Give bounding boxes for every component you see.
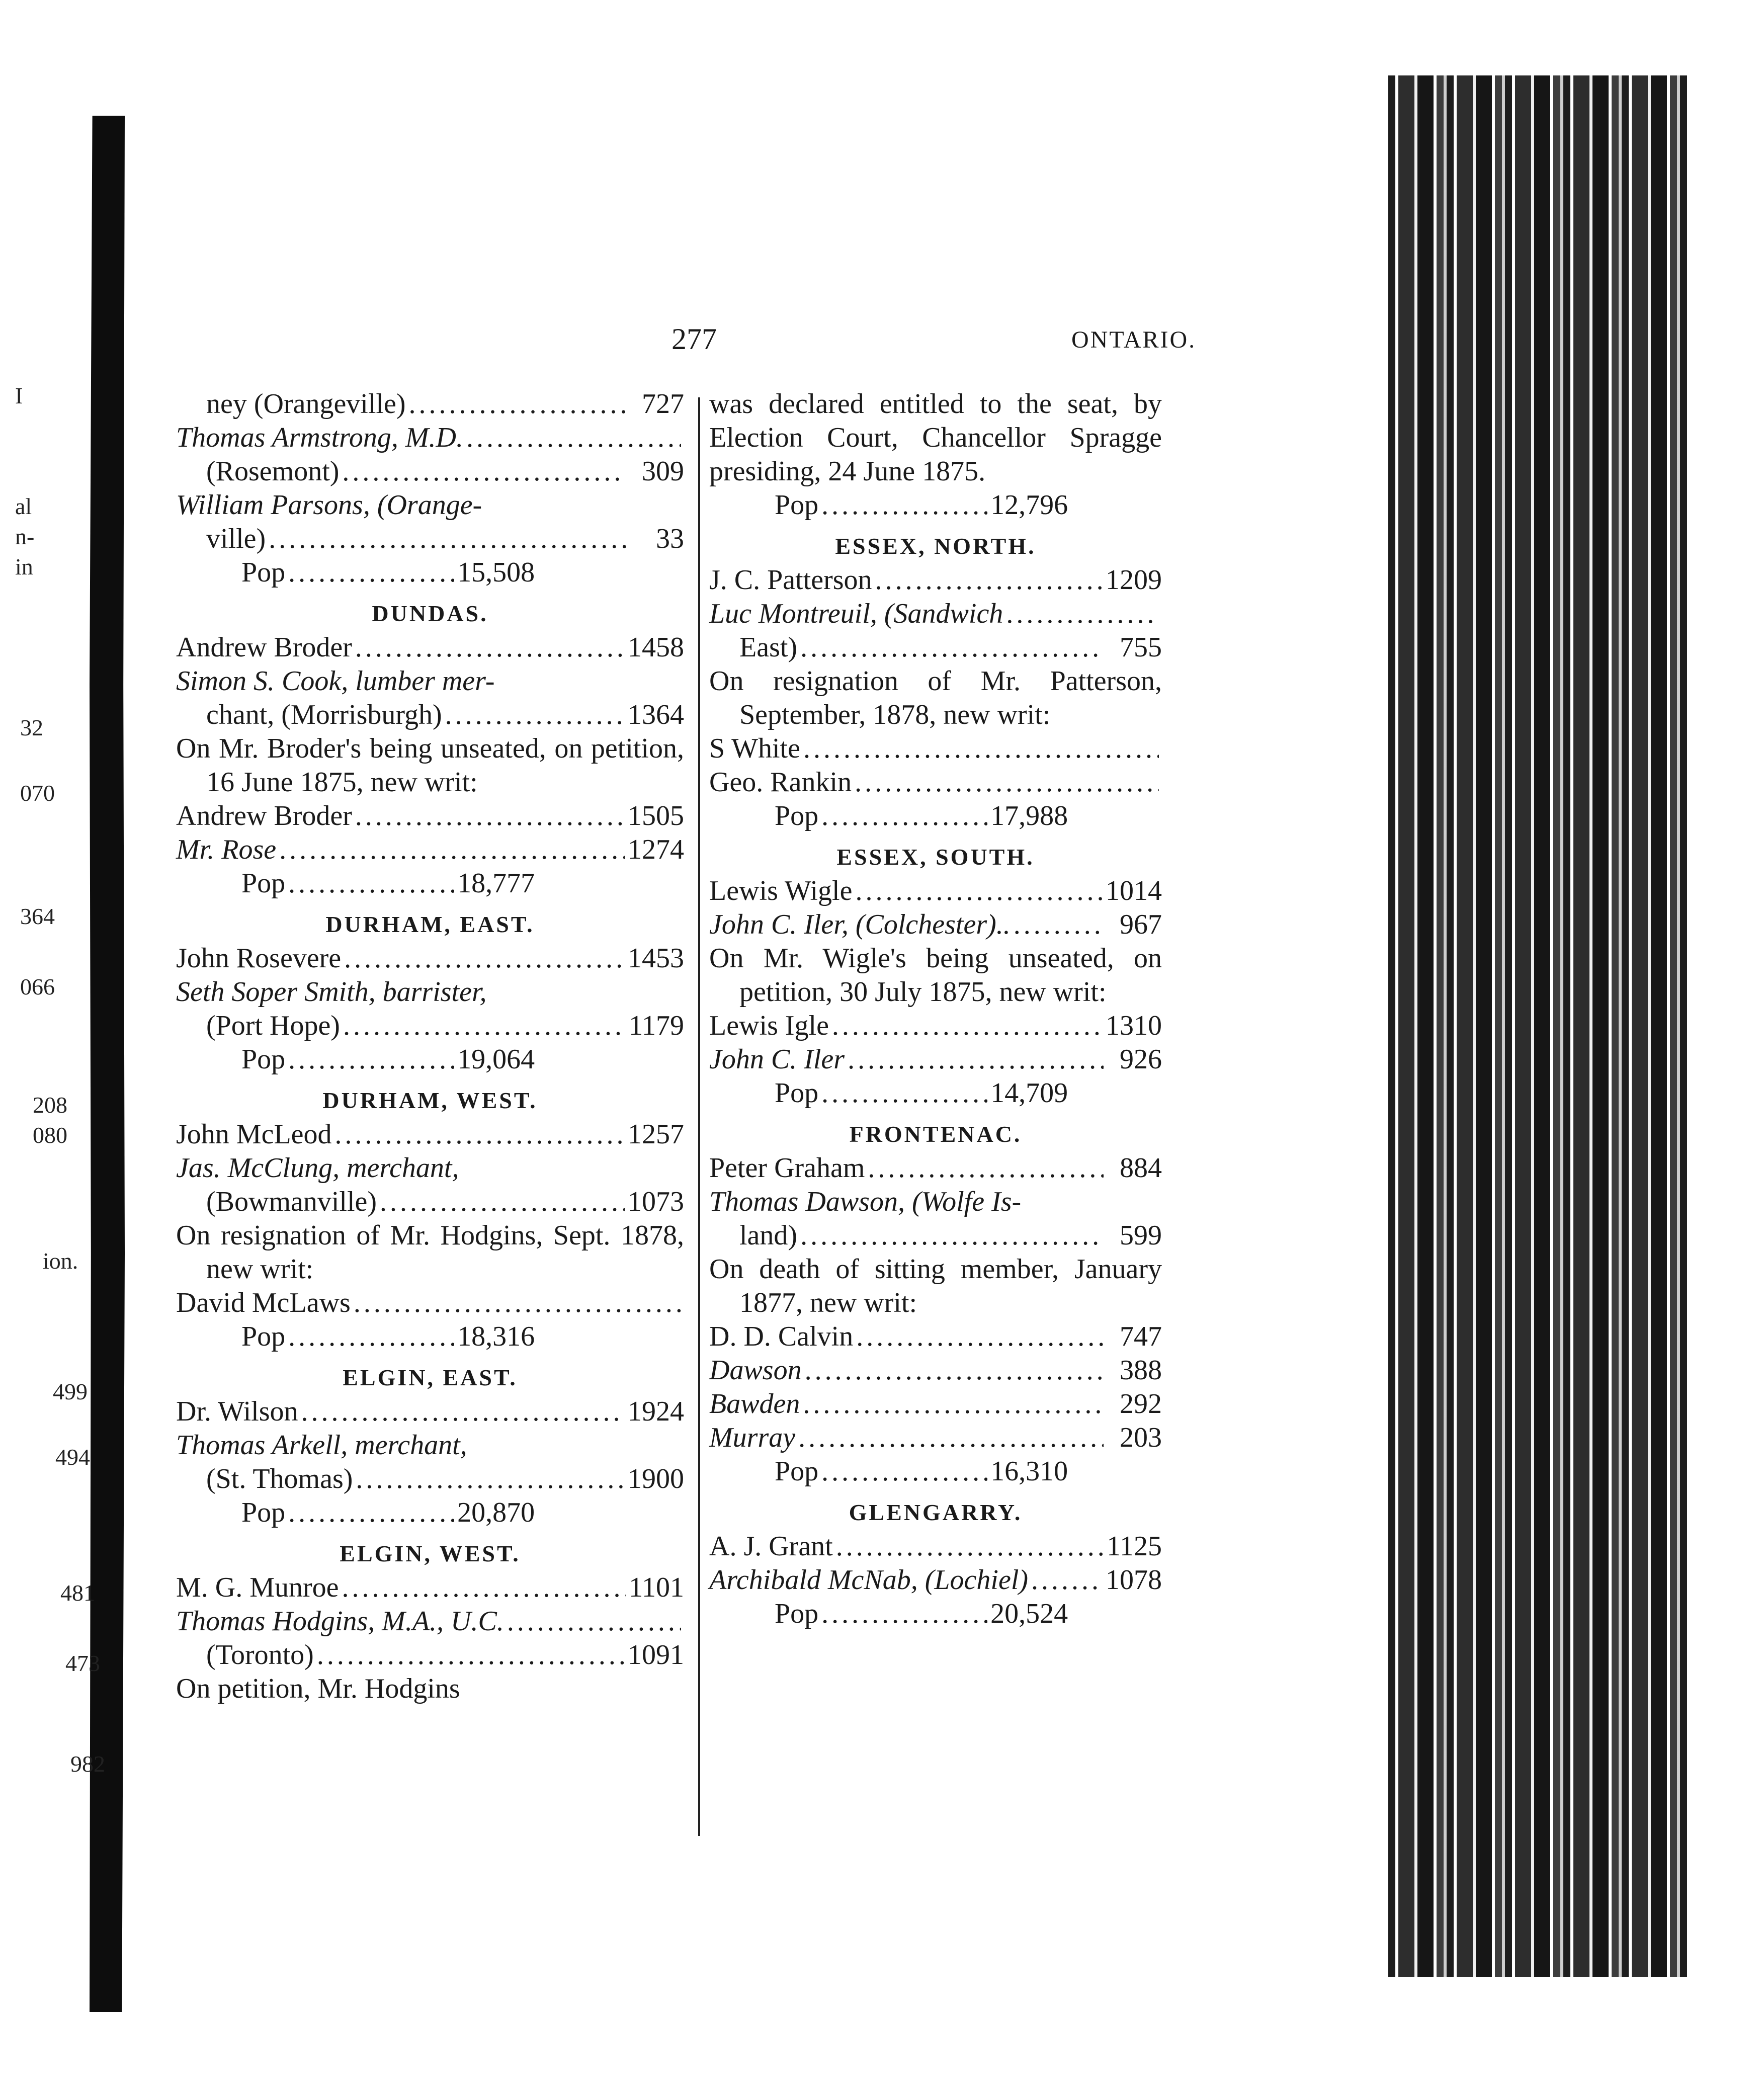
candidate-name: chant, (Morrisburgh): [206, 699, 442, 730]
constituency-heading: ELGIN, WEST.: [340, 1541, 521, 1566]
pop-label: Pop: [775, 489, 819, 521]
population-value: 19,064: [457, 1044, 535, 1075]
margin-fragment: 208: [33, 1092, 67, 1118]
leader-dots: [301, 1395, 625, 1429]
entry-row: [176, 455, 684, 488]
candidate-name: Thomas Dawson, (Wolfe Is-: [709, 1186, 1022, 1217]
margin-fragment: 982: [70, 1751, 105, 1777]
candidate-name: Lewis Wigle: [709, 875, 853, 906]
leader-dots: [868, 1151, 1104, 1185]
leader-dots: [856, 1320, 1104, 1354]
candidate-name: Thomas Hodgins, M.A., U.C.: [176, 1606, 504, 1637]
candidate-name: John C. Iler, (Colchester)..: [709, 909, 1011, 940]
leader-dots: [279, 833, 625, 867]
candidate-name: Seth Soper Smith, barrister,: [176, 976, 487, 1008]
pop-label: Pop: [775, 1456, 819, 1487]
population-value: 15,508: [457, 557, 535, 588]
leader-dots: [354, 1286, 681, 1320]
population-value: 20,870: [457, 1497, 535, 1528]
election-note: On Mr. Wigle's being unseated, on petition, 30 July 1875, new writ:: [709, 943, 1162, 1008]
pop-label: Pop: [775, 1598, 819, 1629]
population-row: [176, 1496, 684, 1530]
candidate-name: (Bowmanville): [206, 1186, 377, 1217]
vote-count: 388: [1120, 1355, 1162, 1386]
entry-row: [709, 631, 1162, 664]
leader-dots: [821, 799, 987, 833]
entry-row: [709, 1354, 1162, 1387]
margin-fragment: 494: [55, 1444, 90, 1470]
entry-row: [709, 597, 1162, 631]
vote-count: 1073: [628, 1186, 684, 1217]
margin-fragment: 070: [20, 780, 55, 806]
entry-row: [176, 1605, 684, 1638]
leader-dots: [288, 1320, 454, 1354]
vote-count: 1310: [1106, 1010, 1162, 1041]
leader-dots: [875, 563, 1103, 597]
pop-label: Pop: [775, 800, 819, 831]
population-value: 12,796: [990, 489, 1068, 521]
entry-row: [709, 732, 1162, 766]
population-row: [176, 1043, 684, 1076]
candidate-name: Andrew Broder: [176, 800, 352, 831]
population-row: [176, 1320, 684, 1354]
column-rule: [698, 397, 700, 1836]
leader-dots: [355, 631, 625, 664]
candidate-name: Dawson: [709, 1355, 802, 1386]
leader-dots: [821, 1597, 987, 1631]
entry-row: [176, 664, 684, 698]
vote-count: 747: [1120, 1321, 1162, 1352]
candidate-name: land): [739, 1220, 798, 1251]
constituency-heading: ELGIN, EAST.: [343, 1365, 518, 1390]
constituency-section: [709, 522, 1162, 833]
vote-count: 884: [1120, 1152, 1162, 1184]
leader-dots: [803, 1387, 1104, 1421]
entry-row: [176, 631, 684, 664]
election-note: On resignation of Mr. Patterson, September, 1878, new writ:: [709, 665, 1162, 730]
entry-row: [176, 698, 684, 732]
leader-dots: [445, 698, 625, 732]
leader-dots: [800, 631, 1104, 664]
leader-dots: [832, 1009, 1103, 1043]
leader-dots: [335, 1118, 625, 1151]
leader-dots: [836, 1530, 1104, 1563]
entry-row: [176, 1395, 684, 1429]
candidate-name: ney (Orangeville): [206, 388, 406, 420]
margin-fragment: 066: [20, 974, 55, 999]
vote-count: 1179: [629, 1010, 684, 1041]
vote-count: 292: [1120, 1388, 1162, 1420]
entry-row: [709, 1320, 1162, 1354]
entry-row: [176, 1151, 684, 1185]
candidate-name: Thomas Arkell, merchant,: [176, 1430, 467, 1461]
vote-count: 1014: [1106, 875, 1162, 906]
entry-row: [176, 1429, 684, 1462]
leader-dots: [855, 874, 1103, 908]
candidate-name: S White: [709, 733, 800, 764]
candidate-name: ville): [206, 523, 266, 554]
population-row: [709, 1076, 1162, 1110]
leader-dots: [1006, 597, 1159, 631]
margin-fragment: in: [15, 554, 33, 579]
leader-dots: [288, 1043, 454, 1076]
entry-row: [176, 387, 684, 421]
constituency-section: [709, 1488, 1162, 1631]
vote-count: 755: [1120, 632, 1162, 663]
candidate-name: Dr. Wilson: [176, 1396, 298, 1427]
population-row: [709, 488, 1162, 522]
constituency-heading: GLENGARRY.: [849, 1499, 1023, 1525]
entry-row: [709, 1563, 1162, 1597]
leader-dots: [803, 732, 1159, 766]
candidate-name: Peter Graham: [709, 1152, 865, 1184]
constituency-section: [709, 833, 1162, 1110]
entry-row: [176, 1571, 684, 1605]
pop-label: Pop: [241, 1044, 286, 1075]
candidate-name: J. C. Patterson: [709, 564, 872, 596]
leader-dots: [821, 1455, 987, 1488]
vote-count: 1900: [628, 1463, 684, 1494]
candidate-name: John Rosevere: [176, 943, 342, 974]
entry-row: [709, 563, 1162, 597]
entry-row: [709, 1009, 1162, 1043]
margin-fragment: 364: [20, 903, 55, 929]
candidate-name: (Port Hope): [206, 1010, 340, 1041]
entry-row: [709, 1387, 1162, 1421]
population-value: 16,310: [990, 1456, 1068, 1487]
vote-count: 1091: [628, 1639, 684, 1671]
vote-count: 1101: [629, 1572, 684, 1603]
margin-fragment: I: [15, 383, 23, 408]
entry-row: [709, 1185, 1162, 1219]
pop-label: Pop: [241, 1497, 286, 1528]
margin-fragment: 473: [65, 1650, 100, 1676]
candidate-name: Lewis Igle: [709, 1010, 829, 1041]
margin-fragment: 080: [33, 1122, 67, 1148]
constituency-section: [709, 1110, 1162, 1488]
entry-row: [709, 1219, 1162, 1253]
vote-count: 203: [1120, 1422, 1162, 1453]
entry-row: [176, 1118, 684, 1151]
candidate-name: Geo. Rankin: [709, 767, 852, 798]
election-note: On death of sitting member, January 1877, new writ:: [709, 1254, 1162, 1318]
margin-fragment: 481: [60, 1580, 95, 1606]
leader-dots: [1014, 908, 1104, 942]
leader-dots: [408, 387, 626, 421]
entry-row: [176, 1462, 684, 1496]
leader-dots: [343, 1009, 626, 1043]
margin-fragment: n-: [15, 524, 35, 549]
population-value: 17,988: [990, 800, 1068, 831]
entry-row: [176, 421, 684, 455]
vote-count: 1924: [628, 1396, 684, 1427]
leader-dots: [344, 942, 625, 975]
leader-dots: [805, 1354, 1104, 1387]
leader-dots: [821, 1076, 987, 1110]
vote-count: 967: [1120, 909, 1162, 940]
leader-dots: [288, 867, 454, 900]
leader-dots: [288, 1496, 454, 1530]
constituency-section: [176, 1354, 684, 1530]
leader-dots: [800, 1219, 1104, 1253]
leader-dots: [380, 1185, 625, 1219]
pop-label: Pop: [241, 557, 286, 588]
leader-dots: [507, 1605, 681, 1638]
vote-count: 599: [1120, 1220, 1162, 1251]
scan-edge-shadow-left: [90, 116, 125, 2012]
candidate-name: East): [739, 632, 798, 663]
candidate-name: M. G. Munroe: [176, 1572, 339, 1603]
entry-row: [709, 1151, 1162, 1185]
candidate-name: (Rosemont): [206, 456, 340, 487]
constituency-heading: ESSEX, NORTH.: [835, 533, 1036, 559]
candidate-name: Mr. Rose: [176, 834, 277, 865]
entry-row: [176, 1185, 684, 1219]
entry-row: [176, 488, 684, 522]
constituency-section: [176, 590, 684, 900]
vote-count: 1453: [628, 943, 684, 974]
entry-row: [176, 833, 684, 867]
candidate-name: John McLeod: [176, 1119, 332, 1150]
candidate-name: (St. Thomas): [206, 1463, 353, 1494]
entry-row: [176, 1286, 684, 1320]
entry-row: [709, 908, 1162, 942]
vote-count: 1505: [628, 800, 684, 831]
vote-count: 727: [642, 388, 684, 420]
population-row: [709, 1455, 1162, 1488]
left-column: [176, 387, 684, 1706]
constituency-heading: DUNDAS.: [372, 601, 488, 626]
scan-edge-bleed-right: [1388, 75, 1690, 1977]
constituency-section: [176, 1076, 684, 1354]
candidate-name: (Toronto): [206, 1639, 314, 1671]
candidate-name: D. D. Calvin: [709, 1321, 854, 1352]
leader-dots: [821, 488, 987, 522]
constituency-heading: ESSEX, SOUTH.: [836, 844, 1035, 870]
leader-dots: [356, 1462, 625, 1496]
population-value: 14,709: [990, 1077, 1068, 1109]
constituency-heading: DURHAM, WEST.: [322, 1088, 538, 1113]
candidate-name: Murray: [709, 1422, 796, 1453]
population-row: [709, 799, 1162, 833]
entry-row: [176, 1009, 684, 1043]
election-note: On resignation of Mr. Hodgins, Sept. 1878, new writ:: [176, 1220, 684, 1285]
constituency-heading: DURHAM, EAST.: [325, 911, 535, 937]
pop-label: Pop: [241, 1321, 286, 1352]
entry-row: [176, 522, 684, 556]
leader-dots: [342, 455, 626, 488]
candidate-name: A. J. Grant: [709, 1531, 833, 1562]
entry-row: [709, 766, 1162, 799]
candidate-name: Archibald McNab, (Lochiel): [709, 1564, 1029, 1596]
candidate-name: William Parsons, (Orange-: [176, 489, 482, 521]
population-value: 20,524: [990, 1598, 1068, 1629]
pop-label: Pop: [775, 1077, 819, 1109]
candidate-name: John C. Iler: [709, 1044, 845, 1075]
margin-fragment: ion.: [43, 1248, 78, 1274]
entry-row: [176, 942, 684, 975]
pop-label: Pop: [241, 868, 286, 899]
candidate-name: Bawden: [709, 1388, 800, 1420]
leader-dots: [466, 421, 681, 455]
candidate-name: Jas. McClung, merchant,: [176, 1152, 459, 1184]
leader-dots: [317, 1638, 625, 1672]
vote-count: 309: [642, 456, 684, 487]
leader-dots: [355, 799, 625, 833]
vote-count: 1274: [628, 834, 684, 865]
population-row: [176, 867, 684, 900]
leader-dots: [269, 522, 626, 556]
margin-fragment: 32: [20, 715, 43, 740]
constituency-heading: FRONTENAC.: [849, 1121, 1022, 1147]
entry-row: [176, 799, 684, 833]
constituency-section: [176, 900, 684, 1076]
constituency-section: [176, 1530, 684, 1706]
continuation-note: was declared entitled to the seat, by Election Court, Chancellor Spragge presiding, 24 June 1875.: [709, 388, 1162, 487]
vote-count: 926: [1120, 1044, 1162, 1075]
population-value: 18,777: [457, 868, 535, 899]
margin-fragment: 499: [53, 1379, 88, 1404]
leader-dots: [848, 1043, 1104, 1076]
vote-count: 33: [656, 523, 684, 554]
vote-count: 1364: [628, 699, 684, 730]
entry-row: [709, 1530, 1162, 1563]
leader-dots: [798, 1421, 1104, 1455]
page-number: 277: [671, 322, 717, 356]
vote-count: 1078: [1106, 1564, 1162, 1596]
population-row: [176, 556, 684, 590]
vote-count: 1257: [628, 1119, 684, 1150]
population-row: [709, 1597, 1162, 1631]
candidate-name: Simon S. Cook, lumber mer-: [176, 665, 495, 697]
entry-row: [709, 1421, 1162, 1455]
candidate-name: Andrew Broder: [176, 632, 352, 663]
margin-fragment: al: [15, 493, 32, 519]
entry-row: [709, 874, 1162, 908]
leader-dots: [288, 556, 454, 590]
running-head: ONTARIO.: [1071, 326, 1197, 353]
candidate-name: David McLaws: [176, 1287, 351, 1318]
leader-dots: [342, 1571, 626, 1605]
candidate-name: Luc Montreuil, (Sandwich: [709, 598, 1003, 629]
candidate-name: Thomas Armstrong, M.D.: [176, 422, 463, 453]
election-note: On petition, Mr. Hodgins: [176, 1673, 460, 1704]
entry-row: [176, 975, 684, 1009]
entry-row: [709, 1043, 1162, 1076]
right-column: [709, 387, 1162, 1631]
vote-count: 1125: [1107, 1531, 1162, 1562]
vote-count: 1458: [628, 632, 684, 663]
entry-row: [176, 1638, 684, 1672]
leader-dots: [855, 766, 1159, 799]
election-note: On Mr. Broder's being unseated, on petition, 16 June 1875, new writ:: [176, 733, 684, 798]
vote-count: 1209: [1106, 564, 1162, 596]
population-value: 18,316: [457, 1321, 535, 1352]
leader-dots: [1031, 1563, 1103, 1597]
